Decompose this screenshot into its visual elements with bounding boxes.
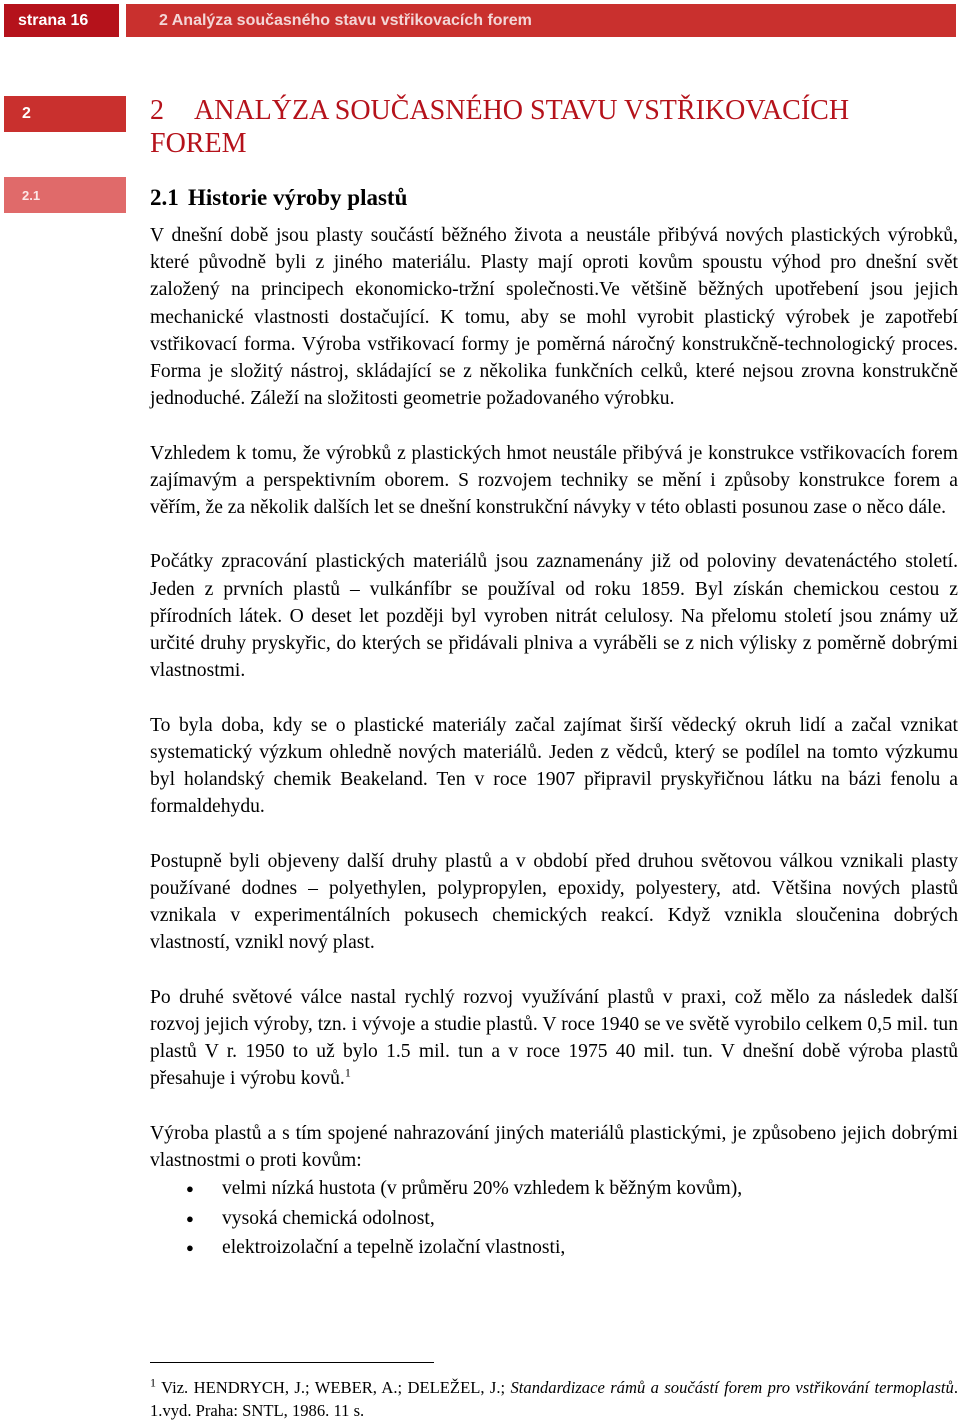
chapter-number: 2: [150, 95, 164, 126]
paragraph: Vzhledem k tomu, že výrobků z plastických hmot neustále přibývá je konstrukce vstřikovacích forem zajímavým a perspektivním oborem. S rozvojem techniky se mění i způsoby konstrukce forem a věřím, že za několik dalších let se dnešní konstrukční návyky v této oblasti posunou zase o něco dále.: [150, 442, 958, 519]
bullet-list: [150, 1174, 958, 1263]
list-item: ● velmi nízká hustota (v průměru 20% vzhledem k běžným kovům),: [150, 1174, 958, 1204]
section-side-tab: [4, 177, 126, 213]
paragraph: V dnešní době jsou plasty součástí běžného života a neustále přibývá nových plastických výrobků, které původně byli z jiného materiálu. Plasty mají oproti kovům spoustu výhod pro dnešní svět založený na principech ekonomicko-tržní společnosti.Ve většině běžných upotřebení jsou jejich mechanické vlastnosti dostačující. K tomu, aby se mohl vyrobit plastický výrobek je zapotřebí vstřikovací forma. Výroba vstřikovací formy je poměrná náročný konstrukčně-technologický proces. Forma je složitý nástroj, skládající se z několika funkčních celků, které nejsou zrovna konstrukčně jednoduché. Záleží na složitosti geometrie požadovaného výrobku.: [150, 225, 958, 410]
footnote-publication: . 1.vyd. Praha: SNTL, 1986. 11 s.: [150, 1378, 958, 1420]
section-heading: [150, 184, 407, 212]
footnote-authors: Viz. HENDRYCH, J.; WEBER, A.; DELEŽEL, J.;: [161, 1378, 506, 1397]
running-header: [126, 4, 956, 37]
body-text: [150, 222, 958, 1263]
section-number: 2.1: [150, 185, 179, 210]
paragraph: [150, 984, 958, 1093]
paragraph: To byla doba, kdy se o plastické materiály začal zajímat širší vědecký okruh lidí a začal vznikat systematický výzkum ohledně nových materiálů. Jeden z vědců, který se podílel na tomto výzkumu byl holandský chemik Beakeland. Ten v roce 1907 připravil pryskyřičnou látku na bázi fenolu a formaldehydu.: [150, 714, 958, 818]
footnote-reference[interactable]: 1: [344, 1065, 351, 1080]
section-title: Historie výroby plastů: [188, 185, 408, 210]
section-side-tab-label: 2.1: [22, 187, 41, 203]
list-item: ● vysoká chemická odolnost,: [150, 1204, 958, 1234]
footnote-divider: [150, 1362, 434, 1363]
paragraph: Počátky zpracování plastických materiálů jsou zaznamenány již od poloviny devatenáctého století. Jeden z prvních plastů – vulkánfíbr se používal od roku 1859. Byl získán chemickou cestou z přírodních látek. O deset let později byl vyroben nitrát celulosy. Na přelomu století jsou známy už určité druhy pryskyřic, do kterých se přidávali plniva a vyráběli se z nich výlisky z poměrně dobrými vlastnostmi.: [150, 551, 958, 682]
page-number-tab: [4, 4, 119, 37]
paragraph: Postupně byli objeveny další druhy plastů a v období před druhou světovou válkou vznikali plasty používané dodnes – polyethylen, polypropylen, epoxidy, polyestery, atd. Většina nových plastů vznikala v experimentálních pokusech chemických reakcí. Když vznikla sloučenina dobrých vlastností, vznikl nový plast.: [150, 850, 958, 954]
footnote-title: Standardizace rámů a součástí forem pro vstřikování termoplastů: [510, 1378, 954, 1397]
running-header-title: 2 Analýza současného stavu vstřikovacích forem: [159, 11, 532, 29]
chapter-heading: [150, 94, 930, 160]
chapter-side-tab-label: 2: [22, 105, 31, 122]
footnote-number: 1: [150, 1375, 156, 1390]
list-item: ● elektroizolační a tepelně izolační vlastnosti,: [150, 1233, 958, 1263]
chapter-title: ANALÝZA SOUČASNÉHO STAVU VSTŘIKOVACÍCH FOREM: [150, 95, 850, 159]
page-number-label: strana 16: [18, 11, 89, 29]
footnote: [150, 1376, 958, 1422]
chapter-side-tab: [4, 96, 126, 132]
paragraph-text: Po druhé světové válce nastal rychlý rozvoj využívání plastů v praxi, což mělo za následek další rozvoj jejich výroby, tzn. i vývoje a studie plastů. V roce 1940 se ve světě vyrobilo celkem 0,5 mil. tun plastů V r. 1950 to už bylo 1.5 mil. tun a v roce 1975 40 mil. tun. V dnešní době výroba plastů přesahuje i výrobu kovů.: [150, 986, 958, 1090]
list-intro: Výroba plastů a s tím spojené nahrazování jiných materiálů plastickými, je způsobeno jejich dobrými vlastnostmi o proti kovům:: [150, 1122, 958, 1171]
